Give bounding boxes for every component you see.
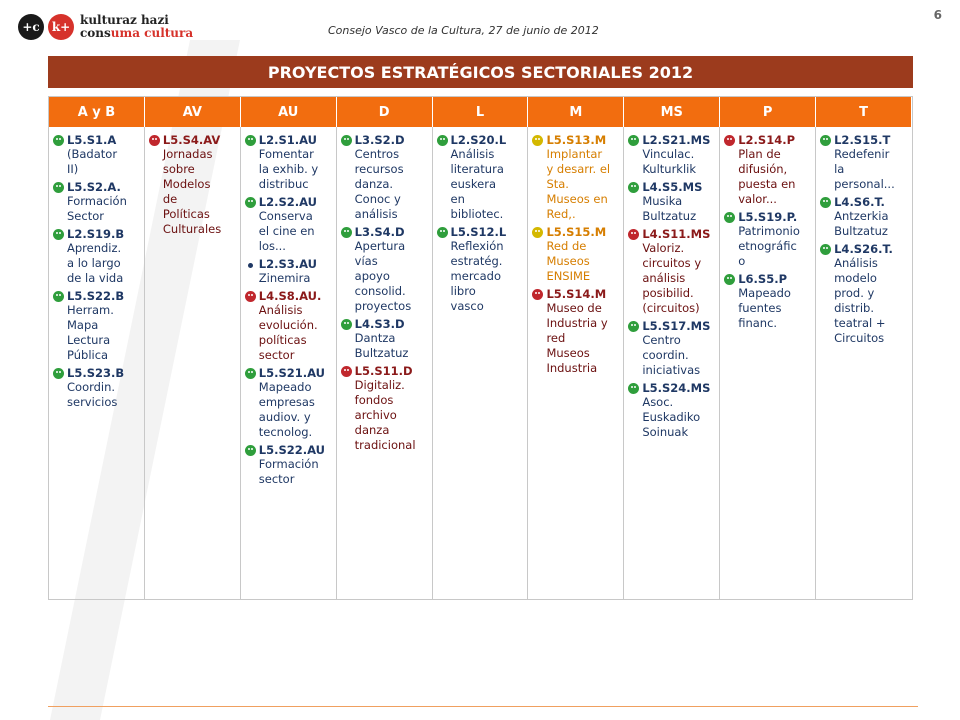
projects-table (48, 96, 913, 600)
project-item (437, 225, 526, 314)
column-cell (720, 127, 816, 599)
status-green-face-icon (724, 274, 735, 285)
project-description: Redefenir la personal... (834, 147, 895, 191)
project-code: L2.S2.AU (258, 195, 318, 209)
logo-line-2a: cons (80, 26, 111, 40)
status-green-face-icon (341, 319, 352, 330)
project-description: Patrimonio etnográfic o (738, 224, 800, 268)
project-description: Digitaliz. fondos archivo danza tradicional (354, 378, 416, 452)
status-red-face-icon (341, 366, 352, 377)
project-item (532, 287, 621, 376)
column-cell (49, 127, 145, 599)
project-description: Asoc. Euskadiko Soinuak (642, 395, 701, 439)
project-description: Mapeado fuentes financ. (738, 286, 791, 330)
project-description: Centros recursos danza. Conoc y análisis (354, 147, 404, 221)
project-item (341, 133, 430, 222)
slide-subtitle: Consejo Vasco de la Cultura, 27 de junio de 2012 (328, 24, 599, 37)
project-description: Musika Bultzatuz (642, 194, 697, 223)
status-green-face-icon (341, 227, 352, 238)
status-green-face-icon (53, 368, 64, 379)
project-item (341, 317, 430, 361)
project-code: L2.S1.AU (258, 133, 318, 147)
project-item (820, 195, 910, 239)
project-code: L4.S26.T. (834, 242, 893, 256)
project-item (628, 319, 717, 378)
project-description: Formación Sector (67, 194, 127, 223)
status-red-face-icon (724, 135, 735, 146)
page-title: PROYECTOS ESTRATÉGICOS SECTORIALES 2012 (48, 56, 913, 88)
status-green-face-icon (820, 244, 831, 255)
project-code: L2.S19.B (67, 227, 125, 241)
project-item (149, 133, 238, 237)
column-header: T (816, 97, 912, 127)
status-yellow-face-icon (532, 227, 543, 238)
logo-circle-c: +c (18, 14, 44, 40)
status-green-face-icon (245, 197, 256, 208)
column-header: AU (241, 97, 337, 127)
project-item (724, 272, 813, 331)
project-code: L2.S21.MS (642, 133, 711, 147)
project-description: (Badator II) (67, 147, 118, 176)
status-green-face-icon (628, 182, 639, 193)
status-green-face-icon (245, 445, 256, 456)
project-code: L2.S20.L (450, 133, 507, 147)
project-code: L3.S4.D (354, 225, 405, 239)
status-green-face-icon (245, 135, 256, 146)
status-green-face-icon (628, 135, 639, 146)
project-code: L2.S14.P (738, 133, 795, 147)
status-red-face-icon (532, 289, 543, 300)
project-description: Fomentar la exhib. y distribuc (258, 147, 319, 191)
project-item (628, 133, 717, 177)
project-item (820, 242, 910, 346)
column-header: P (720, 97, 816, 127)
status-green-face-icon (53, 229, 64, 240)
project-code: L6.S5.P (738, 272, 787, 286)
project-code: L5.S4.AV (162, 133, 221, 147)
column-header: A y B (49, 97, 145, 127)
column-cell (337, 127, 433, 599)
project-description: Análisis literatura euskera en bibliotec. (450, 147, 504, 221)
column-cell (816, 127, 912, 599)
logo-line-2 (80, 27, 193, 40)
project-description: Aprendiz. a lo largo de la vida (67, 241, 124, 285)
status-green-face-icon (53, 182, 64, 193)
project-code: L4.S6.T. (834, 195, 885, 209)
status-green-face-icon (820, 135, 831, 146)
status-yellow-face-icon (532, 135, 543, 146)
project-description: Análisis modelo prod. y distrib. teatral + Circuitos (834, 256, 886, 345)
project-item (245, 257, 334, 286)
status-green-face-icon (437, 227, 448, 238)
project-item (245, 443, 334, 487)
footer-divider (48, 706, 918, 707)
project-description: Valoriz. circuitos y análisis posibilid. (circuitos) (642, 241, 702, 315)
project-description: Implantar y desarr. el Sta. Museos en Red,. (546, 147, 611, 221)
project-item (532, 133, 621, 222)
project-item (820, 133, 910, 192)
project-code: L5.S13.M (546, 133, 607, 147)
project-code: L5.S12.L (450, 225, 507, 239)
project-item (628, 227, 717, 316)
project-description: Vinculac. Kulturklik (642, 147, 697, 176)
project-item (245, 289, 334, 363)
project-item (245, 195, 334, 254)
project-code: L2.S3.AU (258, 257, 318, 271)
logo-text (80, 14, 193, 40)
project-code: L5.S15.M (546, 225, 607, 239)
project-code: L5.S24.MS (642, 381, 711, 395)
status-green-face-icon (53, 135, 64, 146)
project-code: L3.S2.D (354, 133, 405, 147)
project-code: L5.S21.AU (258, 366, 326, 380)
project-description: Red de Museos ENSIME (546, 239, 591, 283)
project-description: Herram. Mapa Lectura Pública (67, 303, 114, 362)
project-code: L5.S19.P. (738, 210, 798, 224)
project-description: Conserva el cine en los... (258, 209, 315, 253)
project-item (53, 133, 142, 177)
project-code: L5.S2.A. (67, 180, 121, 194)
logo (18, 14, 193, 40)
status-green-face-icon (628, 383, 639, 394)
project-item (628, 180, 717, 224)
project-description: Dantza Bultzatuz (354, 331, 409, 360)
status-green-face-icon (437, 135, 448, 146)
page-number: 6 (933, 8, 942, 22)
project-code: L2.S15.T (834, 133, 891, 147)
project-item (724, 210, 813, 269)
project-description: Antzerkia Bultzatuz (834, 209, 889, 238)
project-item (53, 366, 142, 410)
status-green-face-icon (724, 212, 735, 223)
project-code: L4.S8.AU. (258, 289, 322, 303)
column-header: D (337, 97, 433, 127)
logo-line-2b: uma cultura (110, 26, 194, 40)
project-description: Centro coordin. iniciativas (642, 333, 701, 377)
logo-circle-k: k+ (48, 14, 74, 40)
project-code: L5.S17.MS (642, 319, 711, 333)
column-header: MS (624, 97, 720, 127)
column-header: AV (145, 97, 241, 127)
bullet-icon (245, 259, 256, 270)
column-cell (241, 127, 337, 599)
column-cell (624, 127, 720, 599)
project-item (53, 227, 142, 286)
project-description: Formación sector (258, 457, 319, 486)
project-item (53, 180, 142, 224)
project-item (341, 364, 430, 453)
project-item (245, 366, 334, 440)
status-red-face-icon (149, 135, 160, 146)
project-description: Jornadas sobre Modelos de Políticas Culturales (162, 147, 222, 236)
project-description: Coordin. servicios (67, 380, 118, 409)
project-description: Reflexión estratég. mercado libro vasco (450, 239, 504, 313)
project-item (53, 289, 142, 363)
status-green-face-icon (820, 197, 831, 208)
project-code: L5.S11.D (354, 364, 413, 378)
status-red-face-icon (628, 229, 639, 240)
column-cell (433, 127, 529, 599)
column-header: L (433, 97, 529, 127)
status-green-face-icon (628, 321, 639, 332)
project-item (245, 133, 334, 192)
column-header: M (528, 97, 624, 127)
project-code: L5.S22.B (67, 289, 125, 303)
status-green-face-icon (53, 291, 64, 302)
project-code: L4.S5.MS (642, 180, 703, 194)
project-code: L5.S14.M (546, 287, 607, 301)
column-cell (145, 127, 241, 599)
status-green-face-icon (245, 368, 256, 379)
project-description: Plan de difusión, puesta en valor... (738, 147, 796, 206)
project-code: L5.S1.A (67, 133, 117, 147)
column-cell (528, 127, 624, 599)
project-code: L5.S22.AU (258, 443, 326, 457)
project-description: Apertura vías apoyo consolid. proyectos (354, 239, 412, 313)
project-description: Zinemira (258, 271, 311, 285)
status-red-face-icon (245, 291, 256, 302)
project-code: L5.S23.B (67, 366, 125, 380)
project-description: Mapeado empresas audiov. y tecnolog. (258, 380, 315, 439)
project-description: Análisis evolución. políticas sector (258, 303, 318, 362)
project-description: Museo de Industria y red Museos Industria (546, 301, 608, 375)
logo-line-1: kulturaz hazi (80, 13, 169, 27)
project-code: L4.S11.MS (642, 227, 711, 241)
project-code: L4.S3.D (354, 317, 405, 331)
project-item (628, 381, 717, 440)
project-item (437, 133, 526, 222)
project-item (532, 225, 621, 284)
project-item (341, 225, 430, 314)
status-green-face-icon (341, 135, 352, 146)
project-item (724, 133, 813, 207)
